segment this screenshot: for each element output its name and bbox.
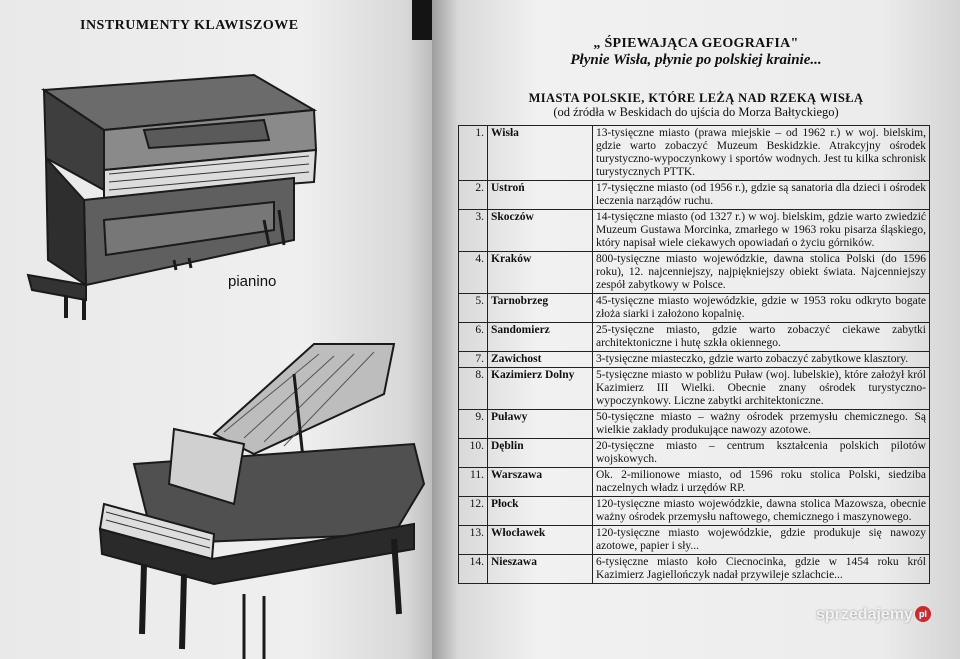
city-description: 20-tysięczne miasto – centrum kształcenia polskich pilotów wojskowych. xyxy=(593,439,930,468)
city-description: 25-tysięczne miasto, gdzie warto zobaczyć ciekawe zabytki architektoniczne i hutę szkła okiennego. xyxy=(593,323,930,352)
city-name: Sandomierz xyxy=(488,323,593,352)
row-number: 12. xyxy=(459,497,488,526)
city-name: Płock xyxy=(488,497,593,526)
upright-piano-caption: pianino xyxy=(228,273,277,290)
row-number: 10. xyxy=(459,439,488,468)
city-description: 17-tysięczne miasto (od 1956 r.), gdzie są sanatoria dla dzieci i ośrodek leczenia narządów ruchu. xyxy=(593,181,930,210)
city-name: Kraków xyxy=(488,252,593,294)
table-row xyxy=(459,410,930,439)
city-description: 13-tysięczne miasto (prawa miejskie – od 1962 r.) w woj. bielskim, gdzie warto zobaczyć Muzeum Beskidzkie. Atrakcyjny ośrodek turystyczno-wypoczynkowy i sportów wodnych. Jest tu kilka schronisk turystycznych PTTK. xyxy=(593,126,930,181)
table-row xyxy=(459,468,930,497)
table-row xyxy=(459,252,930,294)
city-name: Ustroń xyxy=(488,181,593,210)
table-row xyxy=(459,126,930,181)
row-number: 9. xyxy=(459,410,488,439)
row-number: 8. xyxy=(459,368,488,410)
city-description: 6-tysięczne miasto koło Ciecnocinka, gdzie w 1454 roku król Kazimierz Jagiellończyk nadał przywileje szlachcie... xyxy=(593,555,930,584)
table-row xyxy=(459,526,930,555)
city-name: Warszawa xyxy=(488,468,593,497)
cities-table-body xyxy=(459,126,930,584)
city-name: Nieszawa xyxy=(488,555,593,584)
row-number: 1. xyxy=(459,126,488,181)
row-number: 5. xyxy=(459,294,488,323)
row-number: 11. xyxy=(459,468,488,497)
city-description: Ok. 2-milionowe miasto, od 1596 roku stolica Polski, siedziba naczelnych władz i urzędów RP. xyxy=(593,468,930,497)
table-row xyxy=(459,368,930,410)
watermark-badge: pl xyxy=(915,606,931,622)
city-name: Dęblin xyxy=(488,439,593,468)
table-row xyxy=(459,555,930,584)
city-description: 120-tysięczne miasto wojewódzkie, dawna stolica Mazowsza, obecnie ważny ośrodek przemysłu naftowego, chemicznego i maszynowego. xyxy=(593,497,930,526)
city-name: Wisła xyxy=(488,126,593,181)
upright-piano-illustration xyxy=(24,70,324,326)
row-number: 14. xyxy=(459,555,488,584)
city-description: 3-tysięczne miasteczko, gdzie warto zobaczyć zabytkowe klasztory. xyxy=(593,352,930,368)
city-name: Zawichost xyxy=(488,352,593,368)
cities-table xyxy=(458,125,930,584)
city-description: 45-tysięczne miasto wojewódzkie, gdzie w 1953 roku odkryto bogate złoża siarki i założono kopalnię. xyxy=(593,294,930,323)
row-number: 3. xyxy=(459,210,488,252)
left-page xyxy=(0,0,432,659)
watermark-text: sprzedajemy xyxy=(816,606,913,623)
row-number: 13. xyxy=(459,526,488,555)
city-description: 14-tysięczne miasto (od 1327 r.) w woj. bielskim, gdzie warto zwiedzić Muzeum Gustawa Morcinka, zmarłego w 1963 roku pisarza śląskiego, który napisał wiele ciekawych opowiadań o życiu górników. xyxy=(593,210,930,252)
table-subtitle: (od źródła w Beskidach do ujścia do Morza Bałtyckiego) xyxy=(553,105,839,119)
city-name: Włocławek xyxy=(488,526,593,555)
table-title: MIASTA POLSKIE, KTÓRE LEŻĄ NAD RZEKĄ WISŁĄ xyxy=(528,91,864,105)
city-name: Puławy xyxy=(488,410,593,439)
city-description: 50-tysięczne miasto – ważny ośrodek przemysłu chemicznego. Są wielkie zakłady produkujące nawozy azotowe. xyxy=(593,410,930,439)
grand-piano-illustration xyxy=(94,334,434,659)
row-number: 2. xyxy=(459,181,488,210)
right-page-subtitle: Płynie Wisła, płynie po polskiej krainie... xyxy=(570,52,822,68)
row-number: 7. xyxy=(459,352,488,368)
table-row xyxy=(459,352,930,368)
row-number: 4. xyxy=(459,252,488,294)
left-page-title: INSTRUMENTY KLAWISZOWE xyxy=(80,18,299,33)
table-row xyxy=(459,497,930,526)
city-name: Skoczów xyxy=(488,210,593,252)
table-row xyxy=(459,294,930,323)
right-page-title: „ ŚPIEWAJĄCA GEOGRAFIA" xyxy=(593,36,799,51)
table-row xyxy=(459,210,930,252)
row-number: 6. xyxy=(459,323,488,352)
city-name: Tarnobrzeg xyxy=(488,294,593,323)
watermark xyxy=(816,606,931,624)
table-row xyxy=(459,181,930,210)
table-row xyxy=(459,439,930,468)
city-description: 120-tysięczne miasto wojewódzkie, gdzie produkuje się nawozy azotowe, papier i sły... xyxy=(593,526,930,555)
city-description: 800-tysięczne miasto wojewódzkie, dawna stolica Polski (do 1596 roku), 12. najcenniejszy, najpiękniejszy obiekt świata. Najcenniejszy zespół zabytkowy w Polsce. xyxy=(593,252,930,294)
table-row xyxy=(459,323,930,352)
city-name: Kazimierz Dolny xyxy=(488,368,593,410)
city-description: 5-tysięczne miasto w pobliżu Puław (woj. lubelskie), które założył król Kazimierz III Wielki. Obecnie znany ośrodek turystyczno-wypoczynkowy. Liczne zabytki architektoniczne. xyxy=(593,368,930,410)
